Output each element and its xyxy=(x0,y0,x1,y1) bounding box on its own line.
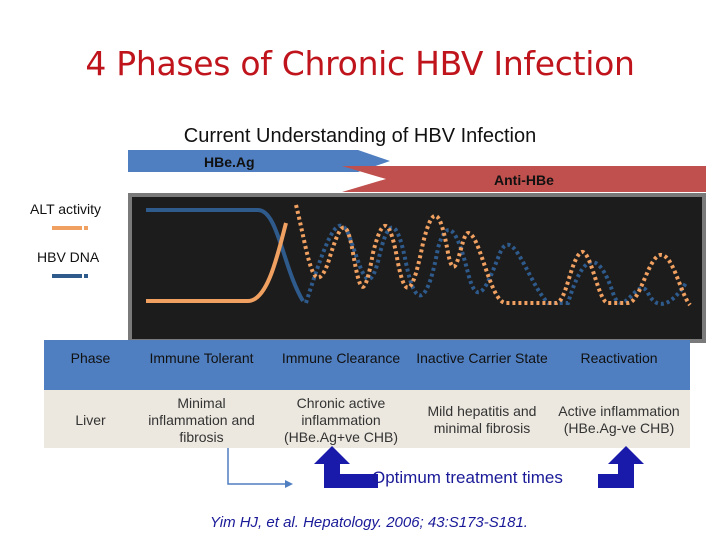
slide-subtitle: Current Understanding of HBV Infection xyxy=(183,125,537,147)
dna-legend-label: HBV DNA xyxy=(37,249,100,265)
hbeag-arrow-label: HBe.Ag xyxy=(204,154,255,170)
citation: Yim HJ, et al. Hepatology. 2006; 43:S173-S181. xyxy=(210,514,528,531)
liver-reactivation: Active inflammation (HBe.Ag-ve CHB) xyxy=(558,403,680,436)
liver-inactive-carrier: Mild hepatitis and minimal fibrosis xyxy=(427,403,537,436)
liver-header-label: Liver xyxy=(75,411,106,428)
alt-legend-line xyxy=(52,224,92,232)
optimum-treatment-label: Optimum treatment times xyxy=(372,468,563,487)
immune-clearance-treatment-arrow xyxy=(308,444,382,490)
phase-inactive-carrier: Inactive Carrier State xyxy=(416,350,548,366)
phase-immune-clearance: Immune Clearance xyxy=(281,350,401,366)
reactivation-treatment-arrow xyxy=(598,444,658,490)
dna-legend-line xyxy=(52,272,92,280)
phase-graph-panel xyxy=(128,193,706,343)
liver-row xyxy=(44,390,690,448)
alt-legend-label: ALT activity xyxy=(30,201,102,217)
phase-row xyxy=(44,340,690,390)
phase-header-label: Phase xyxy=(70,350,111,366)
liver-immune-tolerant: Minimal inflammation and fibrosis xyxy=(148,394,255,445)
phase-immune-tolerant: Immune Tolerant xyxy=(149,350,254,366)
phase-table xyxy=(44,340,690,448)
minimal-inflammation-pointer xyxy=(225,446,295,490)
phase-reactivation: Reactivation xyxy=(580,350,658,366)
anti-hbe-arrow-label: Anti-HBe xyxy=(494,172,554,188)
slide-title: 4 Phases of Chronic HBV Infection xyxy=(85,44,635,83)
liver-immune-clearance: Chronic active inflammation (HBe.Ag+ve CHB) xyxy=(284,394,398,445)
